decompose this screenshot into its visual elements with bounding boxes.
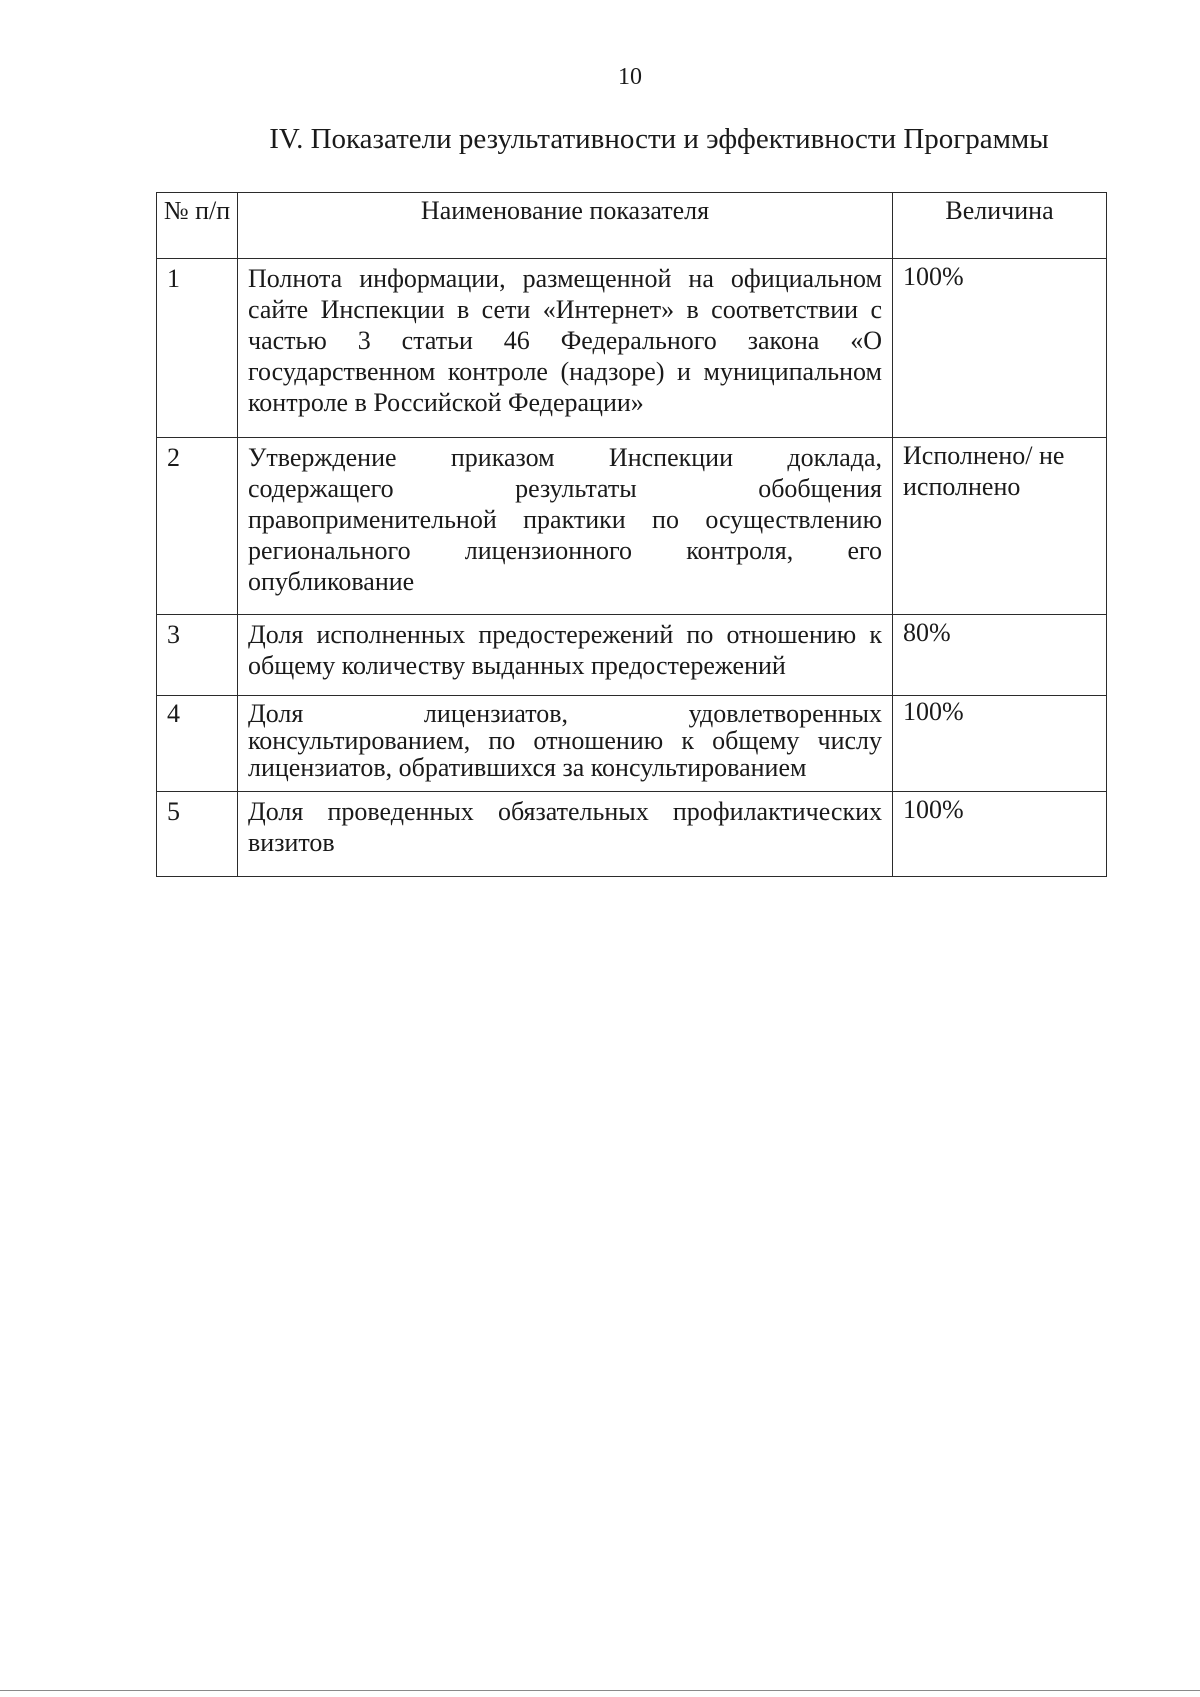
row-indicator-name: Полнота информации, размещенной на официальном сайте Инспекции в сети «Интернет» в соответствии с частью 3 статьи 46 Федерального закона «О государственном контроле (надзоре) и муниципальном контроле в Российской Федерации»: [238, 259, 893, 438]
row-value: Исполнено/ не исполнено: [893, 438, 1107, 615]
table-row: [157, 696, 1107, 792]
row-indicator-name: Доля исполненных предостережений по отношению к общему количеству выданных предостережений: [238, 615, 893, 696]
page-number: 10: [618, 64, 642, 90]
row-indicator-name: Доля проведенных обязательных профилактических визитов: [238, 792, 893, 877]
row-indicator-name: Доля лицензиатов, удовлетворенных консультированием, по отношению к общему числу лицензиатов, обратившихся за консультированием: [238, 696, 893, 792]
row-indicator-name: Утверждение приказом Инспекции доклада, содержащего результаты обобщения правоприменительной практики по осуществлению регионального лицензионного контроля, его опубликование: [238, 438, 893, 615]
header-num: № п/п: [157, 193, 238, 259]
row-num: 1: [157, 259, 238, 438]
row-value: 100%: [893, 259, 1107, 438]
row-value: 100%: [893, 792, 1107, 877]
section-title: IV. Показатели результативности и эффективности Программы: [269, 123, 1049, 155]
row-num: 2: [157, 438, 238, 615]
table-row: [157, 792, 1107, 877]
scan-edge-line: [0, 1690, 1200, 1691]
table-row: [157, 438, 1107, 615]
row-value: 100%: [893, 696, 1107, 792]
row-num: 5: [157, 792, 238, 877]
table-row: [157, 615, 1107, 696]
row-value: 80%: [893, 615, 1107, 696]
indicators-table: [156, 192, 1107, 877]
row-num: 3: [157, 615, 238, 696]
table-row: [157, 259, 1107, 438]
header-value: Величина: [893, 193, 1107, 259]
row-num: 4: [157, 696, 238, 792]
header-name: Наименование показателя: [238, 193, 893, 259]
table-header-row: [157, 193, 1107, 259]
